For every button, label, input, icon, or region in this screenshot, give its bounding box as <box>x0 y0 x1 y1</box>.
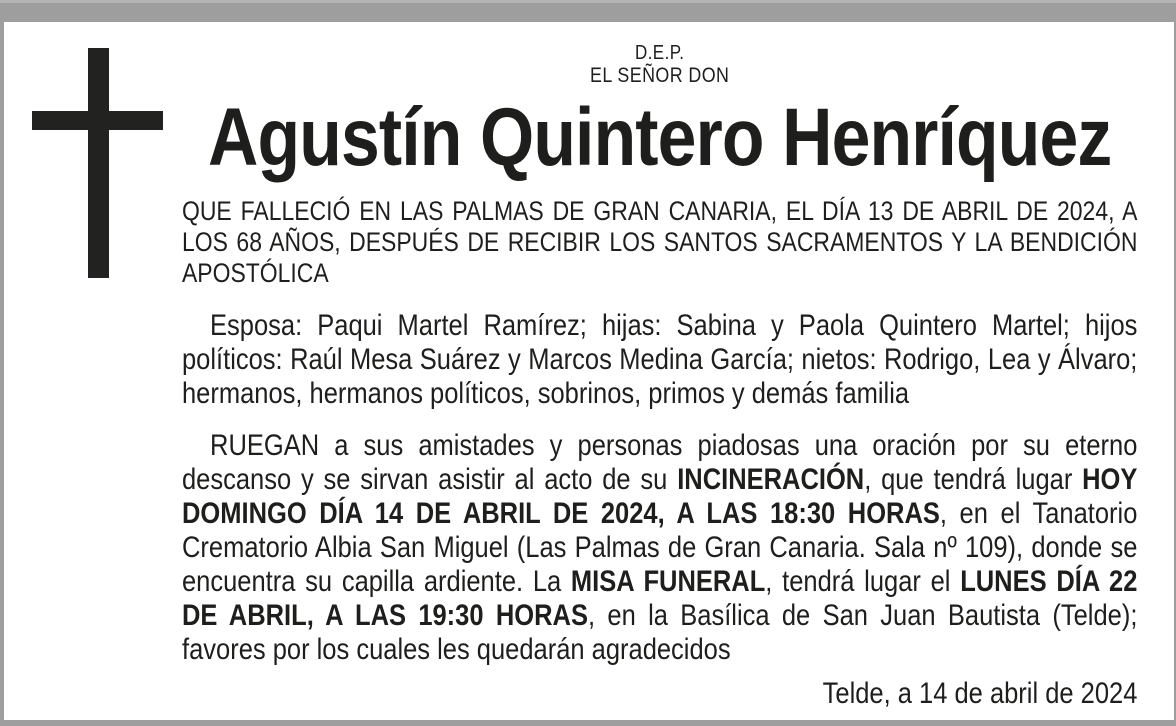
death-statement: QUE FALLECIÓ EN LAS PALMAS DE GRAN CANARIA, EL DÍA 13 DE ABRIL DE 2024, A LOS 68 AÑOS, DESPUÉS DE RECIBIR LOS SANTOS SACRAMENTOS Y LA BENDICIÓN APOSTÓLICA <box>182 196 1138 288</box>
christian-cross-icon <box>32 48 163 278</box>
obituary-card <box>4 22 1174 720</box>
place-and-date-line: Telde, a 14 de abril de 2024 <box>822 677 1138 710</box>
request-segment: , que tendrá lugar <box>864 463 1083 496</box>
request-segment: , en la Basílica de San Juan Bautista (Telde); favores por los cuales les quedarán agradecidos <box>182 599 1138 666</box>
dep-abbreviation: D.E.P. <box>634 42 685 64</box>
request-segment-incineration: INCINERACIÓN <box>677 463 865 496</box>
request-segment: , en el Tanatorio Crematorio Albia San Miguel (Las Palmas de Gran Canaria. Sala nº 109), donde se encuentra su capilla ardiente. La <box>182 497 1138 598</box>
request-segment-mass-datetime: LUNES DÍA 22 DE ABRIL, A LAS 19:30 HORAS <box>182 565 1138 632</box>
honorific-line: EL SEÑOR DON <box>590 64 730 87</box>
request-paragraph <box>182 429 1137 667</box>
notice-text-column <box>182 42 1137 711</box>
request-segment-funeral-mass: MISA FUNERAL <box>570 565 766 598</box>
request-segment-cremation-datetime: HOY DOMINGO DÍA 14 DE ABRIL DE 2024, A LAS 18:30 HORAS <box>182 463 1138 530</box>
cross-horizontal-bar <box>32 111 163 130</box>
family-paragraph: Esposa: Paqui Martel Ramírez; hijas: Sabina y Paola Quintero Martel; hijos políticos: Raúl Mesa Suárez y Marcos Medina García; nietos: Rodrigo, Lea y Álvaro; hermanos, hermanos políticos, sobrinos, primos y demás familia <box>182 309 1138 410</box>
request-segment: RUEGAN a sus amistades y personas piadosas una oración por su eterno descanso y se sirvan asistir al acto de su <box>182 429 1138 496</box>
cross-vertical-bar <box>88 48 109 278</box>
deceased-name: Agustín Quintero Henríquez <box>208 92 1112 183</box>
request-segment: , tendrá lugar el <box>765 565 961 598</box>
